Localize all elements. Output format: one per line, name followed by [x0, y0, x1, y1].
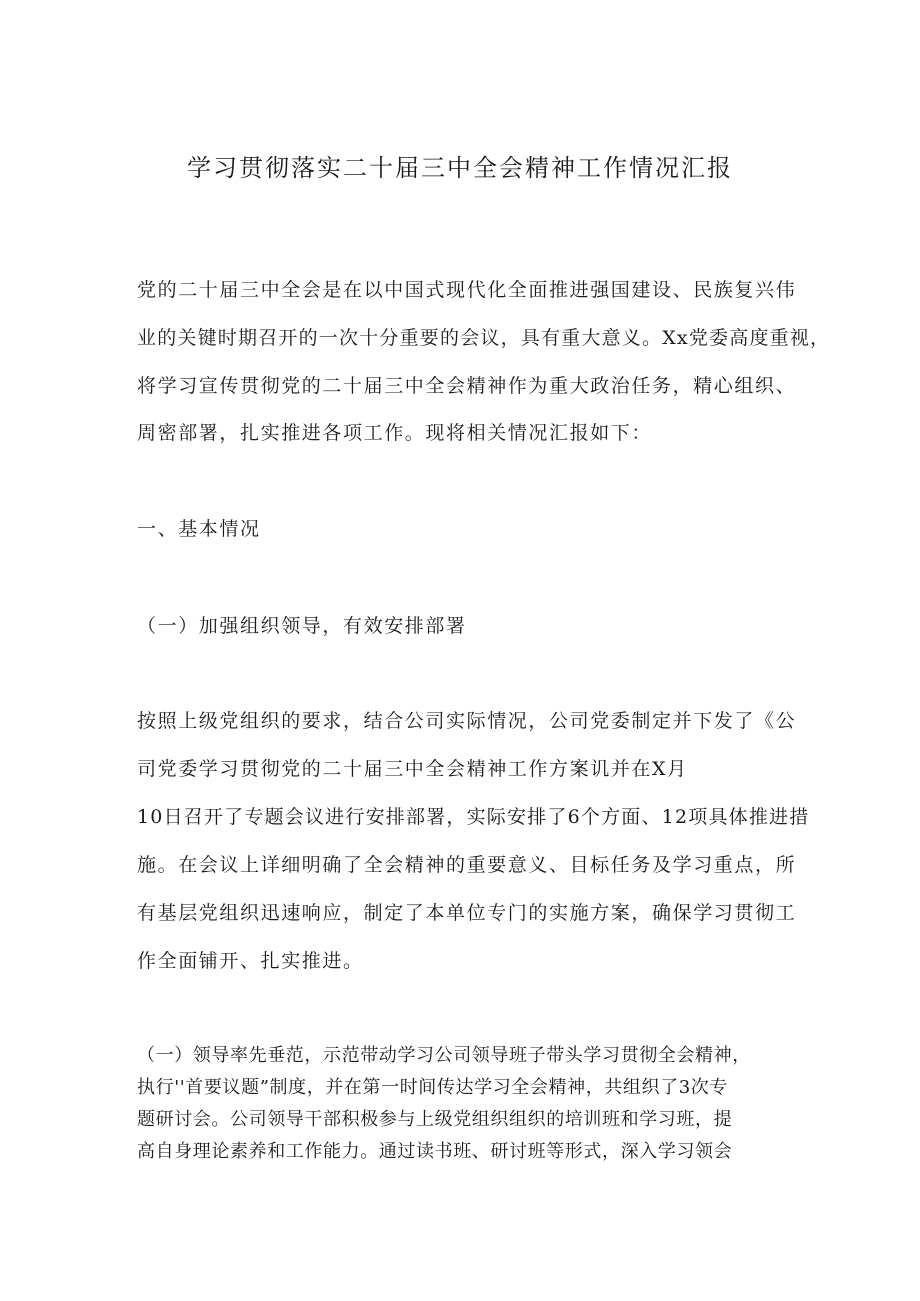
document-title: 学习贯彻落实二十届三中全会精神工作情况汇报	[187, 154, 733, 182]
body-line: 司党委学习贯彻党的二十届三中全会精神工作方案讥并在X月	[137, 758, 688, 780]
intro-line: 业的关键时期召开的一次十分重要的会议，具有重大意义。Xx党委高度重视，	[137, 327, 831, 349]
intro-line: 周密部署，扎实推进各项工作。现将相关情况汇报如下：	[137, 422, 653, 444]
body-line: 有基层党组织迅速响应，制定了本单位专门的实施方案，确保学习贯彻工	[137, 902, 797, 924]
body-line: 高自身理论素养和工作能力。通过读书班、研讨班等形式，深入学习领会	[137, 1141, 733, 1162]
body-line: 按照上级党组织的要求，结合公司实际情况，公司党委制定并下发了《公	[137, 710, 797, 732]
body-line: 施。在会议上详细明确了全会精神的重要意义、目标任务及学习重点，所	[137, 854, 797, 876]
body-line: 作全面铺开、扎实推进。	[137, 950, 364, 972]
intro-line: 将学习宣传贯彻党的二十届三中全会精神作为重大政治任务，精心组织、	[137, 375, 797, 397]
subsection-heading: （一）加强组织领导，有效安排部署	[137, 615, 467, 637]
body-line: （一）领导率先垂范，示范带动学习公司领导班子带头学习贯彻全会精神，	[137, 1045, 751, 1066]
body-line: 题研讨会。公司领导干部积极参与上级党组织组织的培训班和学习班，提	[137, 1109, 733, 1130]
body-line: 10日召开了专题会议进行安排部署，实际安排了6个方面、12项具体推进措	[137, 806, 810, 828]
intro-line: 党的二十届三中全会是在以中国式现代化全面推进强国建设、民族复兴伟	[137, 279, 797, 301]
body-line: 执行''首要议题”制度，并在第一时间传达学习全会精神，共组织了3次专	[137, 1077, 728, 1098]
section-heading: 一、基本情况	[137, 518, 261, 540]
